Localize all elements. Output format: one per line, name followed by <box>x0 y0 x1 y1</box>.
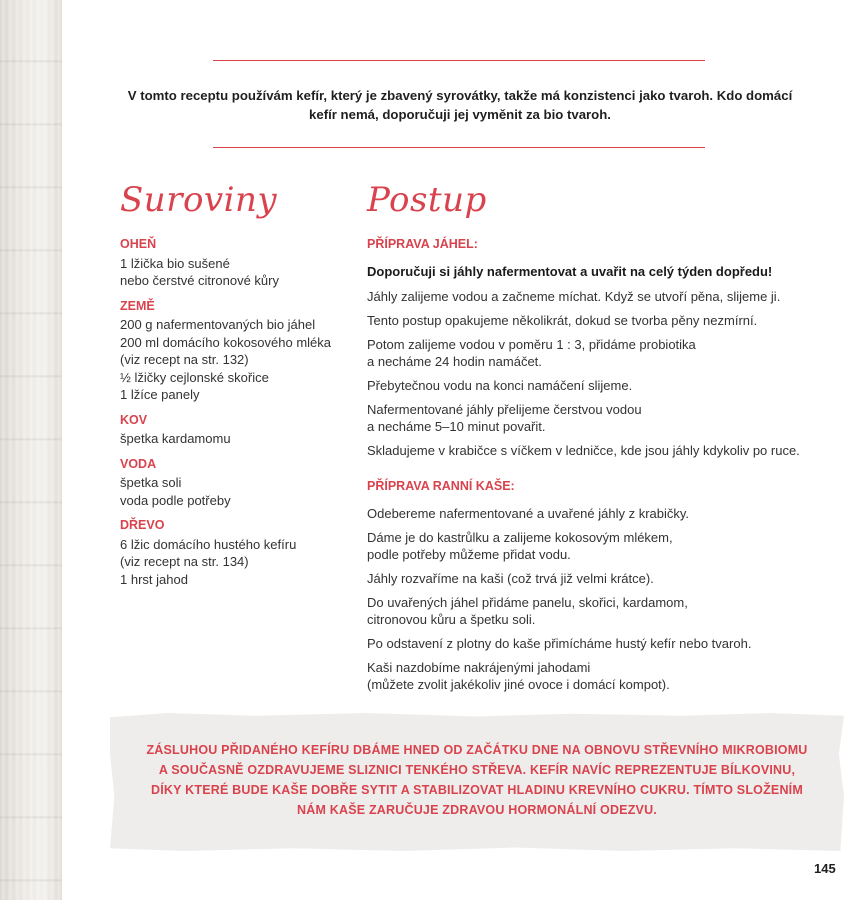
ingredient-line: (viz recept na str. 134) <box>120 554 249 569</box>
porridge-steps <box>367 505 837 693</box>
ingredient-line: 1 lžíce panely <box>120 387 200 402</box>
procedure-step-line: Dáme je do kastrůlku a zalijeme kokosovým mlékem, <box>367 530 673 545</box>
procedure-step <box>367 377 837 394</box>
procedure-step <box>367 288 837 305</box>
ingredient-group <box>120 298 350 404</box>
procedure-step <box>367 635 837 652</box>
page-number: 145 <box>814 861 836 876</box>
section-heading-porridge: PŘÍPRAVA RANNÍ KAŠE: <box>367 479 515 493</box>
ingredient-group <box>120 236 350 290</box>
procedure-step-line: Přebytečnou vodu na konci namáčení slijeme. <box>367 378 633 393</box>
ingredient-line: ½ lžičky cejlonské skořice <box>120 369 269 385</box>
ingredient-line: voda podle potřeby <box>120 492 231 508</box>
top-divider <box>213 60 705 61</box>
procedure-step-line: Tento postup opakujeme několikrát, dokud se tvorba pěny nezmírní. <box>367 313 758 328</box>
banner-line: DÍKY KTERÉ BUDE KAŠE DOBŘE SYTIT A STABILIZOVAT HLADINU KREVNÍHO CUKRU. TÍMTO SLOŽENÍM <box>151 783 803 797</box>
section-heading-millet: PŘÍPRAVA JÁHEL: <box>367 237 478 251</box>
procedure-step <box>367 570 837 587</box>
banner-line: ZÁSLUHOU PŘIDANÉHO KEFÍRU DBÁME HNED OD ZAČÁTKU DNE NA OBNOVU STŘEVNÍHO MIKROBIOMU <box>146 743 808 757</box>
procedure-step-line: (můžete zvolit jakékoliv jiné ovoce i domácí kompot). <box>367 677 670 692</box>
procedure-step-line: citronovou kůru a špetku soli. <box>367 612 536 627</box>
ingredients-title: Suroviny <box>120 180 278 220</box>
ingredient-line: 200 g nafermentovaných bio jáhel <box>120 317 316 332</box>
ingredient-group <box>120 517 350 588</box>
procedure-step-line: Skladujeme v krabičce s víčkem v ledničce, kde jsou jáhly kdykoliv po ruce. <box>367 443 800 458</box>
millet-steps <box>367 288 837 459</box>
wood-background-strip <box>0 0 62 900</box>
ingredient-line: (viz recept na str. 132) <box>120 352 249 367</box>
procedure-step-line: podle potřeby můžeme přidat vodu. <box>367 547 571 562</box>
procedure-step-line: Odebereme nafermentované a uvařené jáhly z krabičky. <box>367 506 690 521</box>
intro-line: kefír nemá, doporučuji jej vyměnit za bio tvaroh. <box>309 107 611 122</box>
ingredient-group-heading: DŘEVO <box>120 518 165 532</box>
procedure-step-line: Do uvařených jáhel přidáme panelu, skořici, kardamom, <box>367 595 688 610</box>
procedure-step-line: Potom zalijeme vodou v poměru 1 : 3, přidáme probiotika <box>367 337 696 352</box>
banner-text <box>110 740 844 820</box>
ingredient-line: špetka soli <box>120 475 182 490</box>
procedure-step-line: a necháme 5–10 minut povařit. <box>367 419 546 434</box>
procedure-step <box>367 594 837 628</box>
procedure-step <box>367 336 837 370</box>
bottom-divider <box>213 147 705 148</box>
procedure-step <box>367 442 837 459</box>
ingredients-list <box>120 236 350 596</box>
procedure-step-line: Jáhly zalijeme vodou a začneme míchat. Když se utvoří pěna, slijeme ji. <box>367 289 781 304</box>
procedure-step <box>367 659 837 693</box>
ingredient-line: špetka kardamomu <box>120 431 231 446</box>
procedure-step-line: Kaši nazdobíme nakrájenými jahodami <box>367 660 591 675</box>
millet-tip: Doporučuji si jáhly nafermentovat a uvařit na celý týden dopředu! <box>367 264 773 279</box>
procedure-step-line: a necháme 24 hodin namáčet. <box>367 354 542 369</box>
procedure-step-line: Jáhly rozvaříme na kaši (což trvá již velmi krátce). <box>367 571 654 586</box>
intro-line: V tomto receptu používám kefír, který je zbavený syrovátky, takže má konzistenci jako tvaroh. Kdo domácí <box>127 88 793 103</box>
procedure-title: Postup <box>367 180 487 220</box>
procedure-step <box>367 505 837 522</box>
ingredient-line: 200 ml domácího kokosového mléka <box>120 334 332 350</box>
ingredient-group <box>120 412 350 448</box>
procedure-step <box>367 312 837 329</box>
procedure-section <box>367 236 837 700</box>
banner-line: NÁM KAŠE ZARUČUJE ZDRAVOU HORMONÁLNÍ ODEZVU. <box>297 803 657 817</box>
ingredient-line: nebo čerstvé citronové kůry <box>120 273 279 288</box>
ingredient-group-heading: ZEMĚ <box>120 298 155 313</box>
ingredient-group-heading: OHEŇ <box>120 237 157 251</box>
procedure-step-line: Nafermentované jáhly přelijeme čerstvou vodou <box>367 402 642 417</box>
ingredient-group <box>120 456 350 510</box>
banner-line: A SOUČASNĚ OZDRAVUJEME SLIZNICI TENKÉHO STŘEVA. KEFÍR NAVÍC REPREZENTUJE BÍLKOVINU, <box>158 763 796 777</box>
ingredient-line: 1 hrst jahod <box>120 571 188 587</box>
ingredient-line: 1 lžička bio sušené <box>120 255 230 271</box>
ingredient-line: 6 lžic domácího hustého kefíru <box>120 536 297 552</box>
procedure-step <box>367 401 837 435</box>
ingredient-group-heading: VODA <box>120 456 157 471</box>
procedure-step <box>367 529 837 563</box>
ingredient-group-heading: KOV <box>120 412 148 427</box>
procedure-step-line: Po odstavení z plotny do kaše přimícháme hustý kefír nebo tvaroh. <box>367 636 752 651</box>
intro-note <box>110 86 810 124</box>
